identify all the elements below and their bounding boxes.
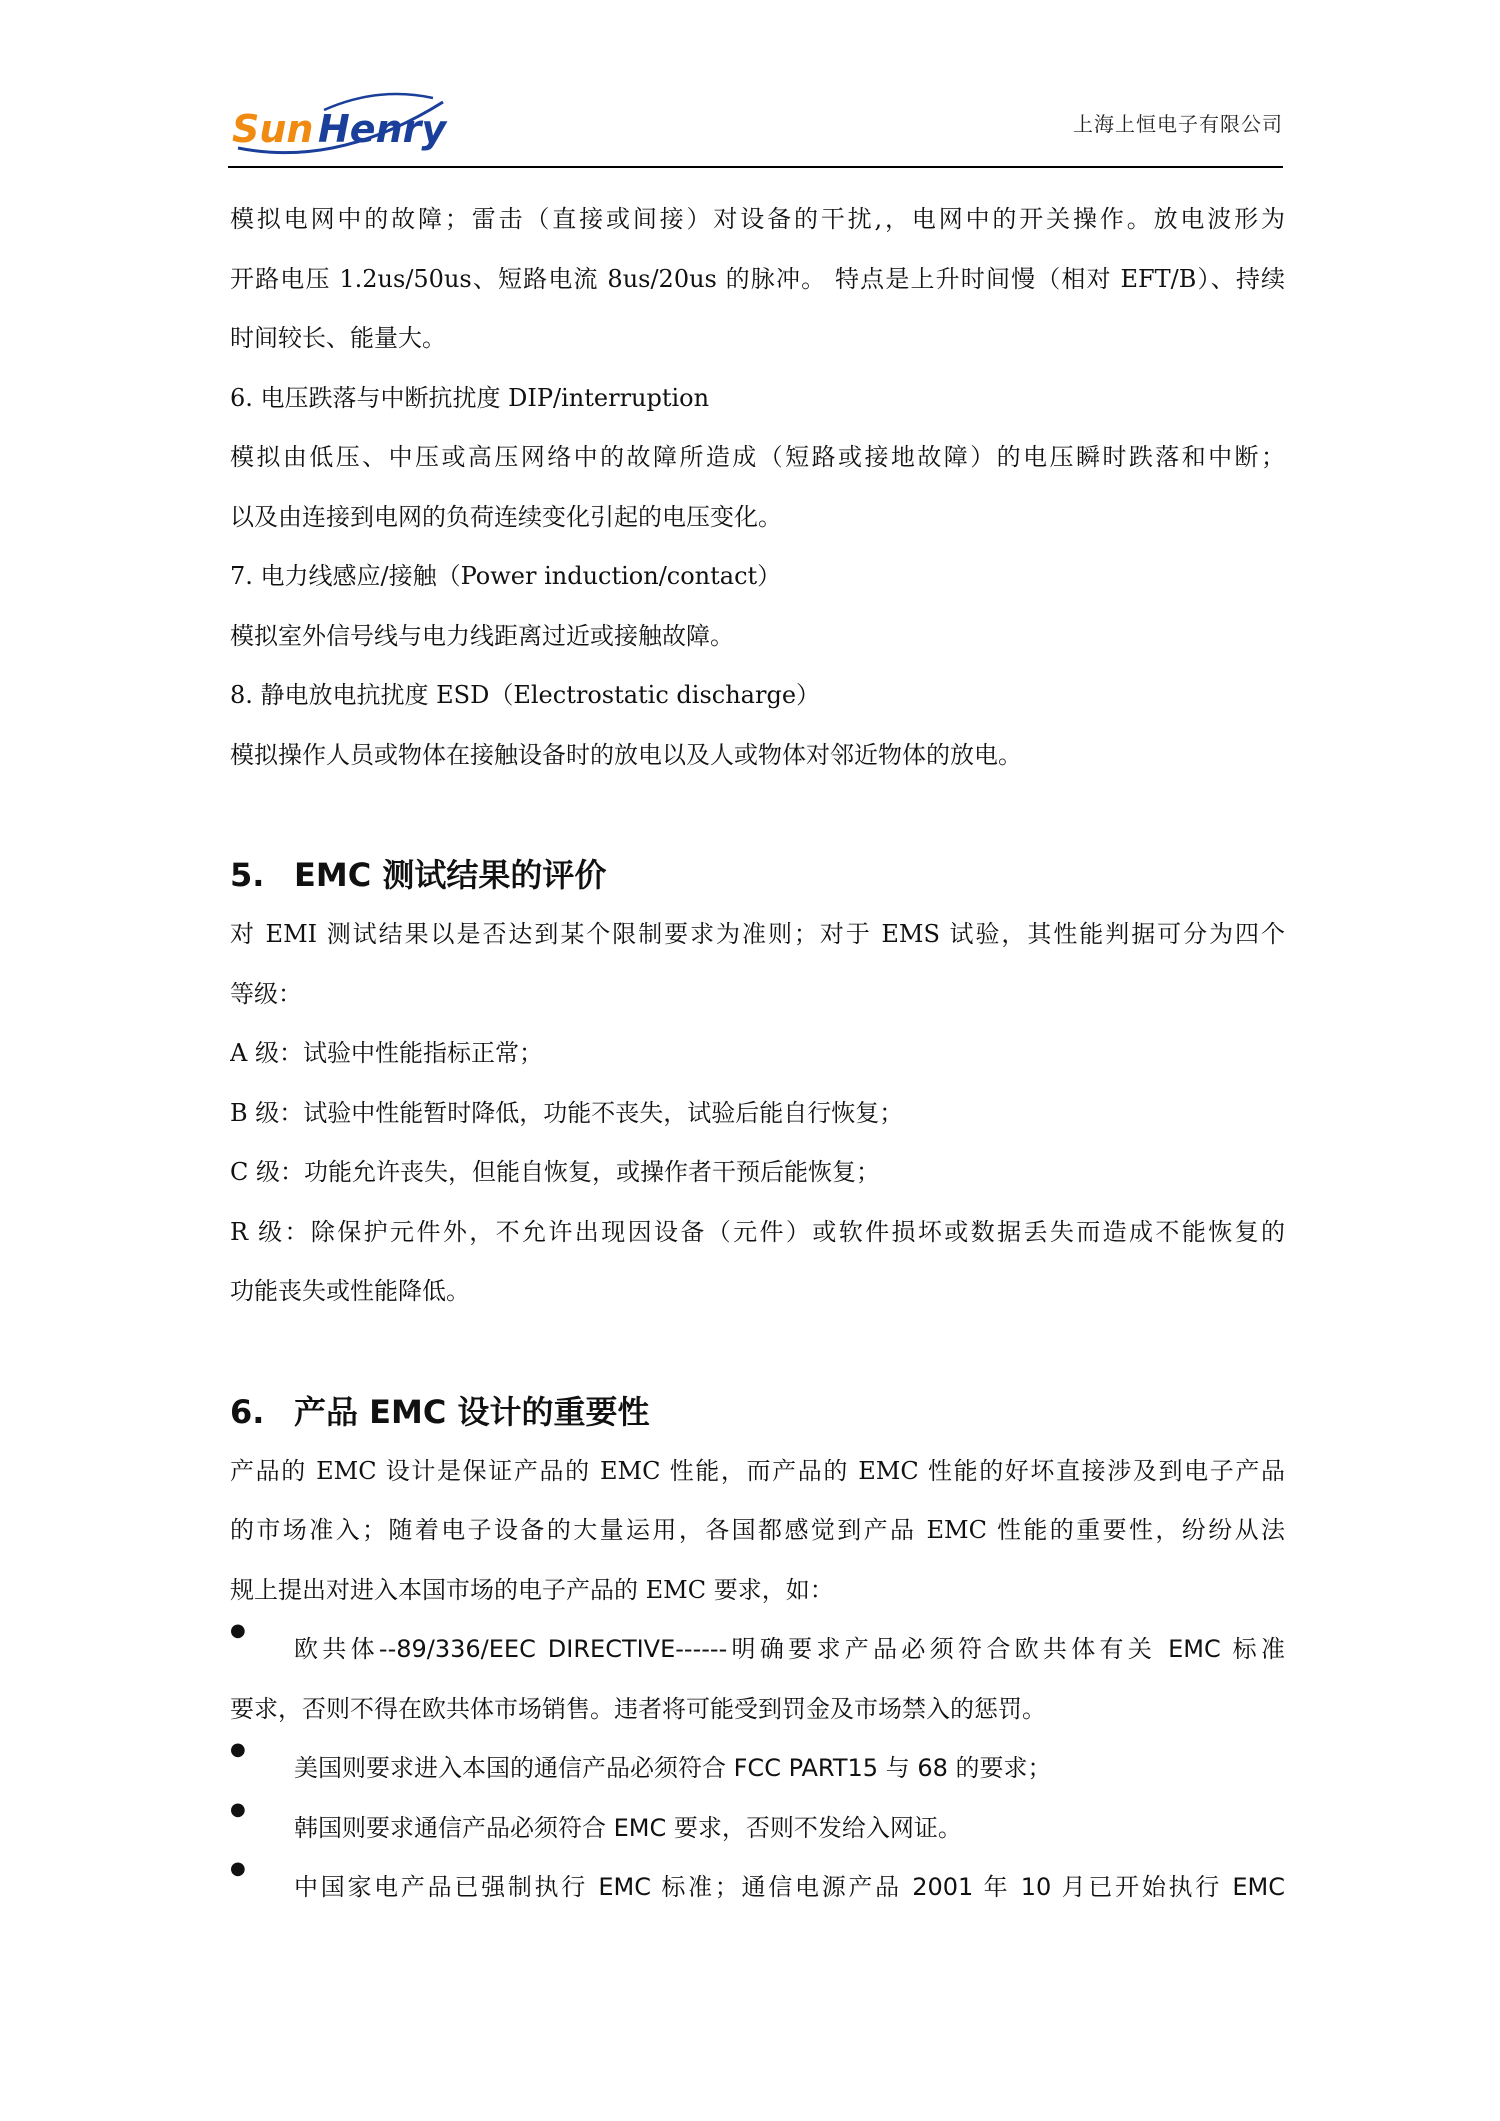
- company-name: 上海上恒电子有限公司: [1073, 112, 1283, 136]
- spacer: [230, 785, 1285, 845]
- bullet-icon: ●: [230, 1858, 246, 1879]
- item-text-esd: 模拟操作人员或物体在接触设备时的放电以及人或物体对邻近物体的放电。: [230, 740, 1022, 769]
- bullet-1-line-1: 欧共体--89/336/EEC DIRECTIVE------明确要求产品必须符合欧共体有关 EMC 标准: [294, 1635, 1285, 1663]
- section-5-line-2: 等级：: [230, 979, 302, 1008]
- grade-a: A 级：试验中性能指标正常；: [230, 1039, 543, 1067]
- svg-text:Sun: Sun: [232, 107, 314, 151]
- spacer: [230, 1322, 1285, 1382]
- header-divider: [228, 166, 1283, 168]
- item-title-power-induction: 7. 电力线感应/接触（Power induction/contact）: [230, 562, 782, 590]
- section-6-heading: [230, 1382, 1285, 1442]
- grade-b: B 级：试验中性能暂时降低，功能不丧失，试验后能自行恢复；: [230, 1098, 904, 1127]
- list-item: [230, 1858, 1285, 1918]
- item-text-dip-1: 模拟由低压、中压或高压网络中的故障所造成（短路或接地故障）的电压瞬时跌落和中断；: [230, 443, 1285, 471]
- bullet-1-line-2: 要求，否则不得在欧共体市场销售。违者将可能受到罚金及市场禁入的惩罚。: [230, 1694, 1046, 1723]
- list-item: [230, 1620, 1285, 1680]
- section-5-number: 5.: [230, 856, 265, 894]
- section-5-heading: [230, 845, 1285, 905]
- section-6-number: 6.: [230, 1392, 265, 1431]
- grade-c: C 级：功能允许丧失，但能自恢复，或操作者干预后能恢复；: [230, 1158, 880, 1186]
- section-5-title: EMC 测试结果的评价: [294, 856, 607, 894]
- intro-line-2: 开路电压 1.2us/50us、短路电流 8us/20us 的脉冲。 特点是上升时间慢（相对 EFT/B）、持续: [230, 264, 1285, 293]
- intro-line-1: 模拟电网中的故障；雷击（直接或间接）对设备的干扰,，电网中的开关操作。放电波形为: [230, 205, 1285, 233]
- intro-line-3: 时间较长、能量大。: [230, 324, 446, 352]
- item-title-esd: 8. 静电放电抗扰度 ESD（Electrostatic discharge）: [230, 681, 821, 709]
- section-6-line-2: 的市场准入；随着电子设备的大量运用，各国都感觉到产品 EMC 性能的重要性，纷纷从法: [230, 1516, 1285, 1544]
- grade-r-2: 功能丧失或性能降低。: [230, 1277, 470, 1305]
- bullet-icon: ●: [230, 1798, 246, 1820]
- list-item: [230, 1799, 1285, 1859]
- document-body: [230, 190, 1285, 1918]
- page-header: [228, 90, 1283, 170]
- svg-text:Henry: Henry: [318, 107, 447, 151]
- section-6-line-1: 产品的 EMC 设计是保证产品的 EMC 性能，而产品的 EMC 性能的好坏直接涉及到电子产品: [230, 1456, 1285, 1485]
- bullet-icon: ●: [230, 1739, 246, 1760]
- section-6-line-3: 规上提出对进入本国市场的电子产品的 EMC 要求，如：: [230, 1575, 834, 1604]
- bullet-2-line-1: 美国则要求进入本国的通信产品必须符合 FCC PART15 与 68 的要求；: [294, 1754, 1052, 1782]
- grade-r-1: R 级：除保护元件外，不允许出现因设备（元件）或软件损坏或数据丢失而造成不能恢复的: [230, 1217, 1285, 1246]
- item-text-power-induction: 模拟室外信号线与电力线距离过近或接触故障。: [230, 621, 734, 650]
- bullet-icon: ●: [230, 1620, 246, 1641]
- list-item: [230, 1739, 1285, 1799]
- bullet-4-line-1: 中国家电产品已强制执行 EMC 标准；通信电源产品 2001 年 10 月已开始执行 EMC: [294, 1873, 1285, 1901]
- section-6-title: 产品 EMC 设计的重要性: [294, 1392, 650, 1431]
- item-title-dip: 6. 电压跌落与中断抗扰度 DIP/interruption: [230, 383, 710, 412]
- item-text-dip-2: 以及由连接到电网的负荷连续变化引起的电压变化。: [230, 502, 782, 531]
- bullet-3-line-1: 韩国则要求通信产品必须符合 EMC 要求，否则不发给入网证。: [294, 1813, 962, 1842]
- section-5-line-1: 对 EMI 测试结果以是否达到某个限制要求为准则；对于 EMS 试验，其性能判据可分为四个: [230, 920, 1285, 948]
- sunhenry-logo: [228, 90, 468, 160]
